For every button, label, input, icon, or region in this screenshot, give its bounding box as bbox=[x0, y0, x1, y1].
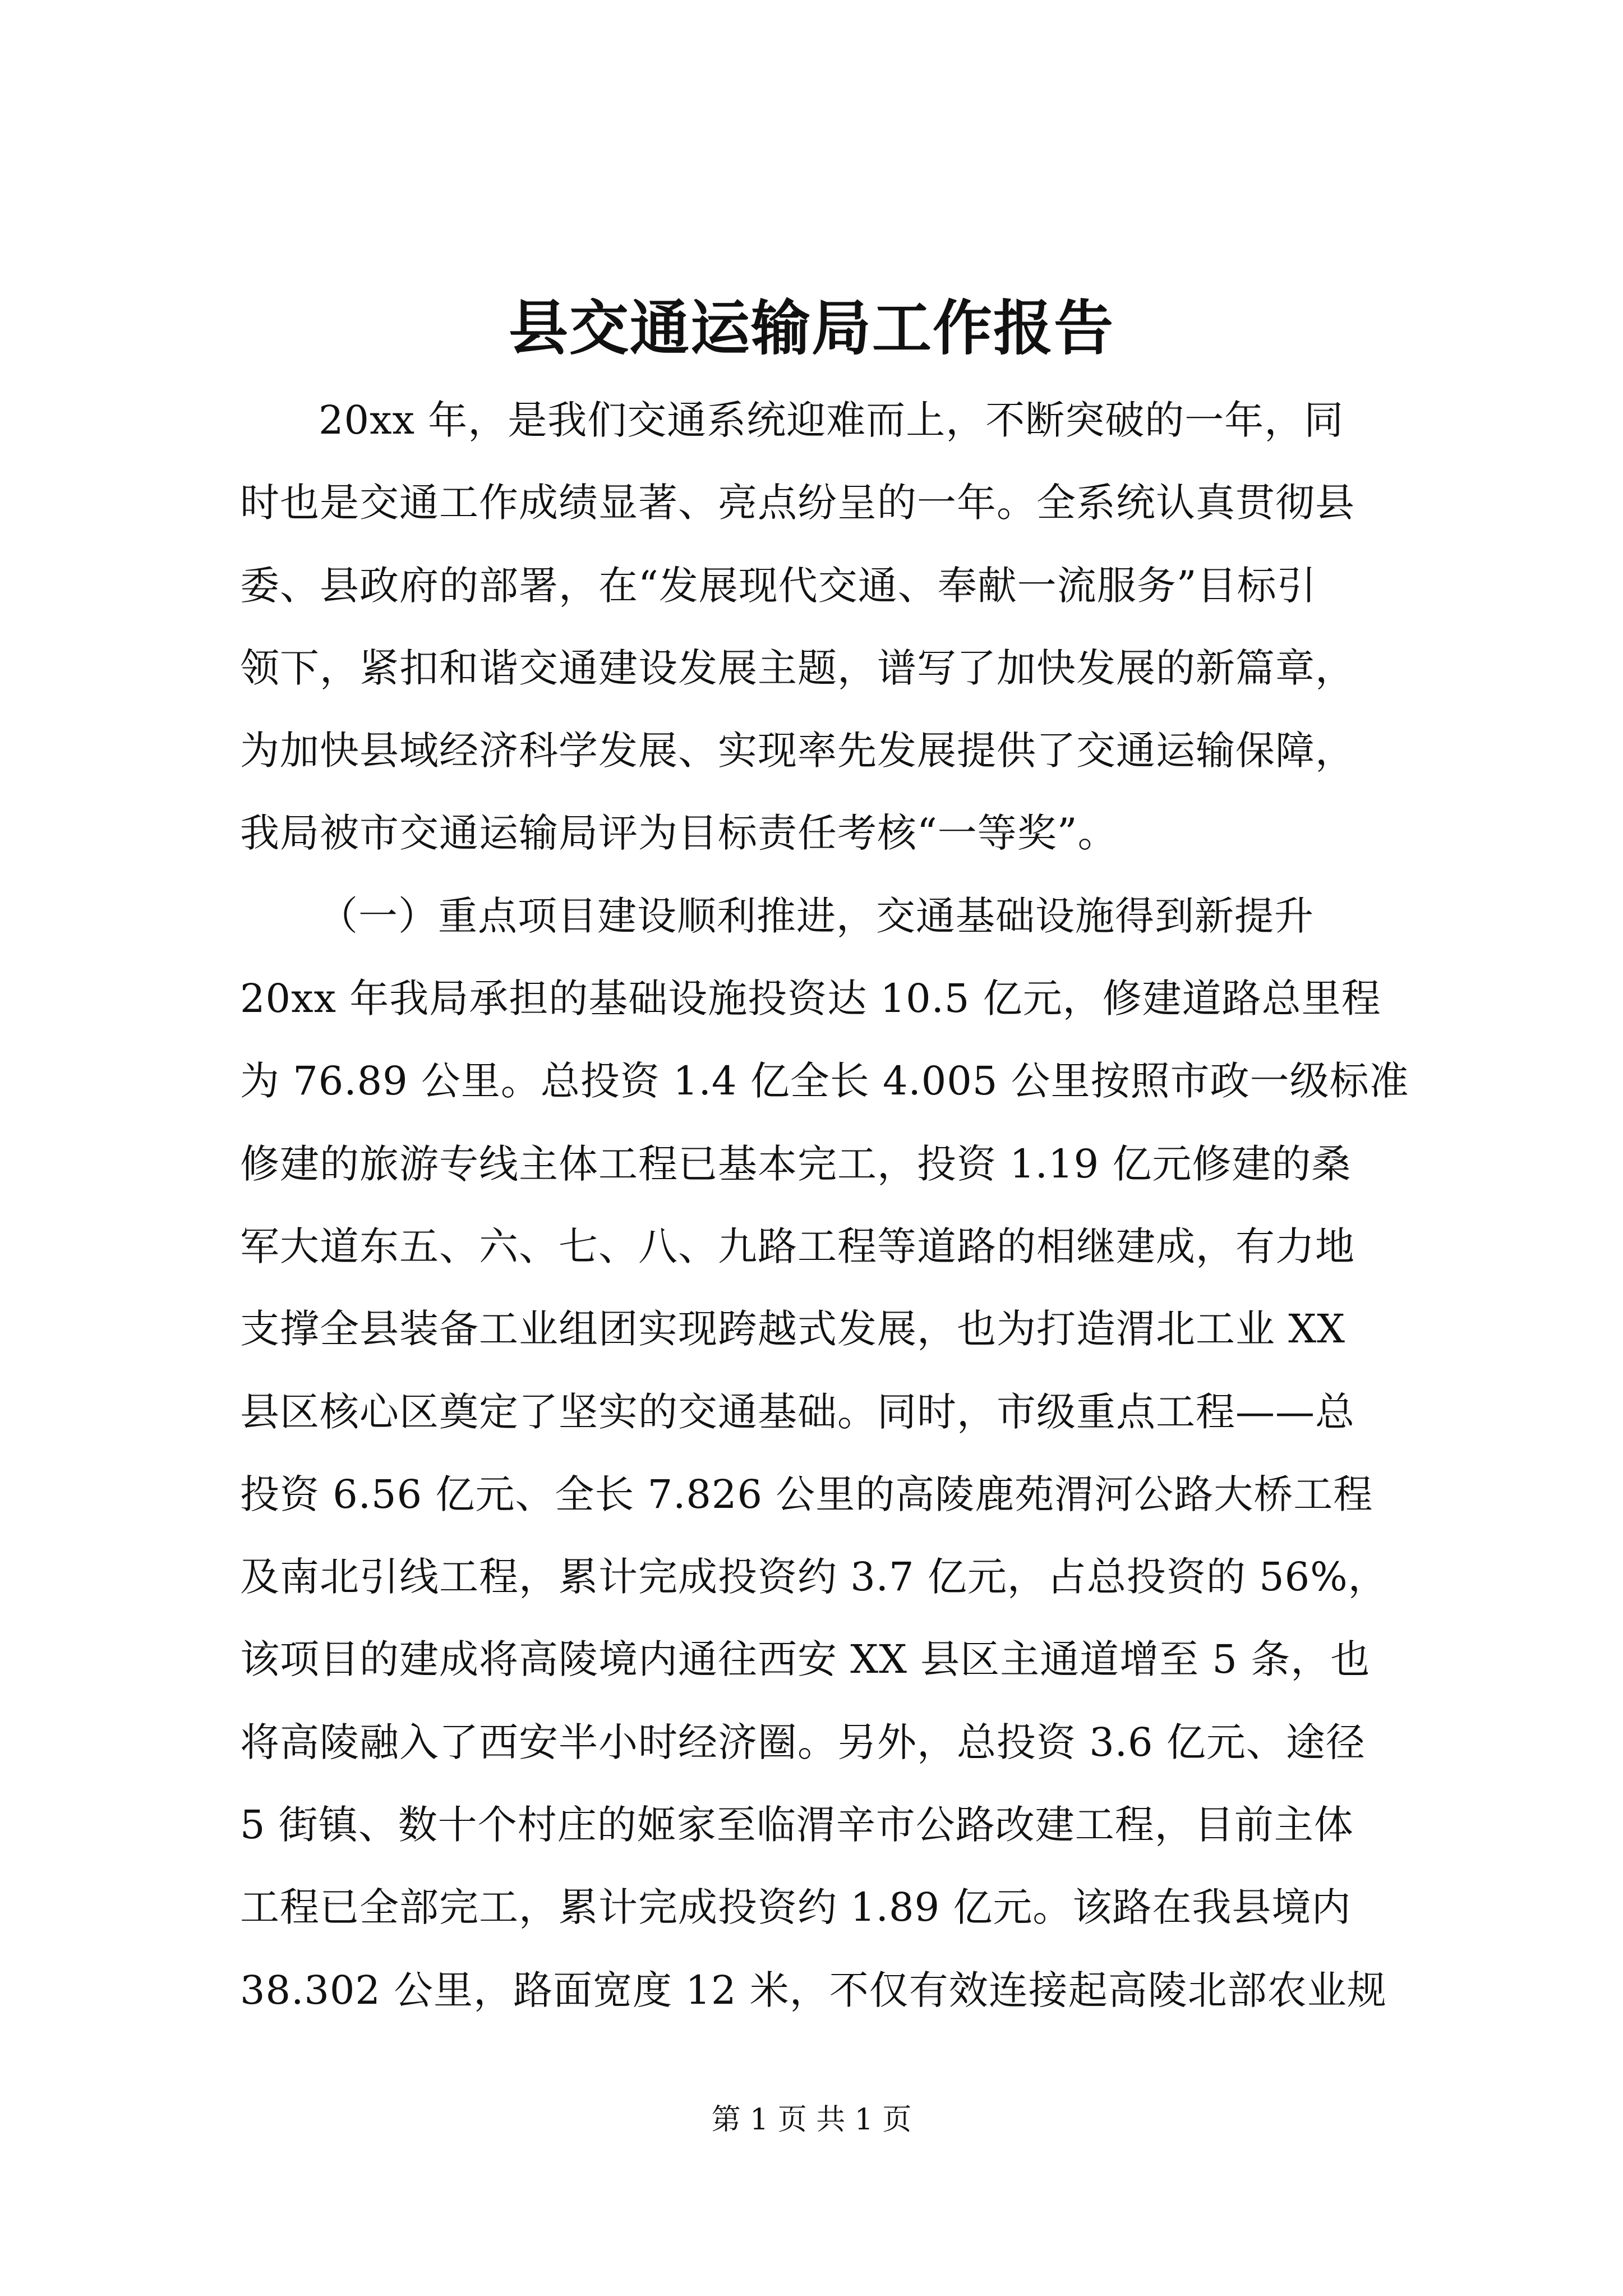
paragraph-line: 领下，紧扣和谐交通建设发展主题，谱写了加快发展的新篇章， bbox=[240, 645, 1355, 691]
paragraph-line: 将高陵融入了西安半小时经济圈。另外，总投资 3.6 亿元、途径 bbox=[240, 1719, 1366, 1765]
paragraph-line: 修建的旅游专线主体工程已基本完工，投资 1.19 亿元修建的桑 bbox=[240, 1140, 1352, 1187]
paragraph-line: 为加快县域经济科学发展、实现率先发展提供了交通运输保障， bbox=[240, 728, 1355, 774]
paragraph-line: 时也是交通工作成绩显著、亮点纷呈的一年。全系统认真贯彻县 bbox=[240, 480, 1355, 526]
paragraph-line: 工程已全部完工，累计完成投资约 1.89 亿元。该路在我县境内 bbox=[240, 1884, 1352, 1931]
document-body bbox=[240, 379, 1429, 2032]
paragraph-line: 38.302 公里，路面宽度 12 米，不仅有效连接起高陵北部农业规 bbox=[240, 1967, 1387, 2013]
paragraph-line: 为 76.89 公里。总投资 1.4 亿全长 4.005 公里按照市政一级标准 bbox=[240, 1058, 1409, 1105]
paragraph-line: 我局被市交通运输局评为目标责任考核“一等奖”。 bbox=[240, 810, 1118, 857]
paragraph-line: 投资 6.56 亿元、全长 7.826 公里的高陵鹿苑渭河公路大桥工程 bbox=[240, 1471, 1373, 1517]
paragraph-line: 5 街镇、数十个村庄的姬家至临渭辛市公路改建工程，目前主体 bbox=[240, 1802, 1354, 1848]
paragraph-line: 20xx 年，是我们交通系统迎难而上，不断突破的一年，同 bbox=[319, 397, 1344, 443]
paragraph-line: 军大道东五、六、七、八、九路工程等道路的相继建成，有力地 bbox=[240, 1223, 1355, 1269]
paragraph-line: 20xx 年我局承担的基础设施投资达 10.5 亿元，修建道路总里程 bbox=[240, 976, 1381, 1022]
paragraph-line: 委、县政府的部署，在“发展现代交通、奉献一流服务”目标引 bbox=[240, 562, 1317, 609]
paragraph-line: 该项目的建成将高陵境内通往西安 XX 县区主通道增至 5 条，也 bbox=[240, 1636, 1371, 1683]
paragraph-line: 及南北引线工程，累计完成投资约 3.7 亿元，占总投资的 56%， bbox=[240, 1554, 1388, 1600]
page-footer: 第 1 页 共 1 页 bbox=[711, 2103, 912, 2137]
paragraph-line: 支撑全县装备工业组团实现跨越式发展，也为打造渭北工业 XX bbox=[240, 1306, 1345, 1352]
paragraph-line: 县区核心区奠定了坚实的交通基础。同时，市级重点工程——总 bbox=[240, 1388, 1355, 1435]
section-heading-line: （一）重点项目建设顺利推进，交通基础设施得到新提升 bbox=[319, 892, 1314, 939]
document-title: 县交通运输局工作报告 bbox=[509, 293, 1114, 363]
